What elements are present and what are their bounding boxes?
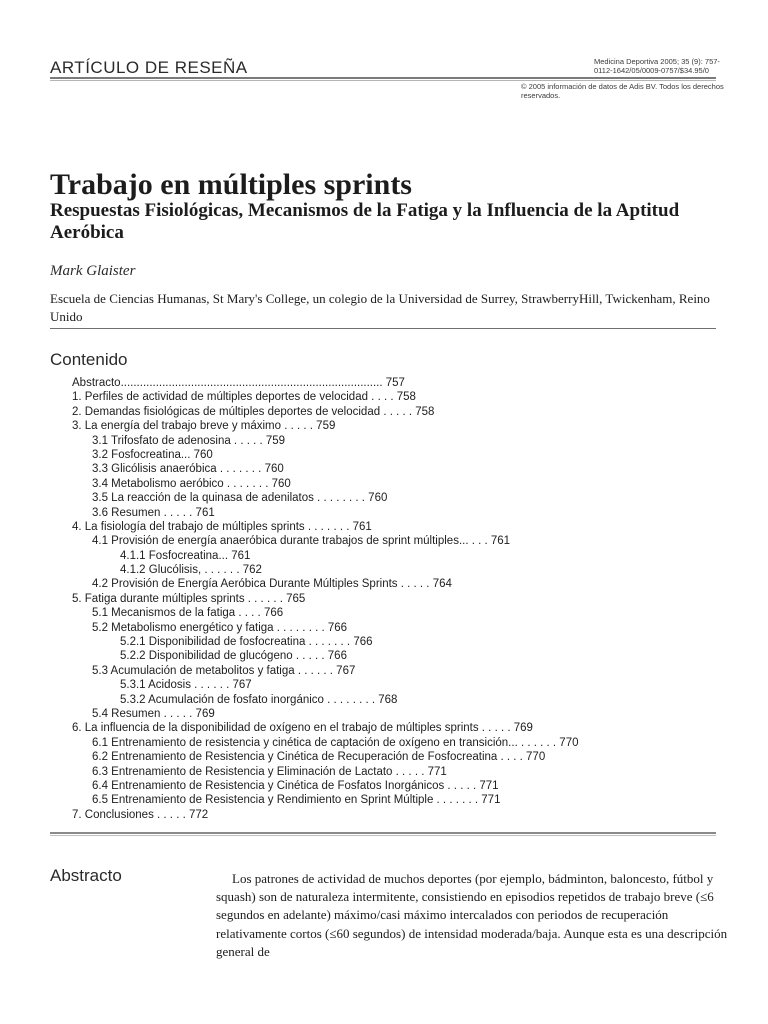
contents-divider-secondary — [50, 835, 716, 836]
toc-entry[interactable]: 5.3.2 Acumulación de fosfato inorgánico . . . . . . . . 768 — [120, 693, 398, 706]
toc-entry[interactable]: 4.1 Provisión de energía anaeróbica durante trabajos de sprint múltiples... . . . 761 — [92, 535, 511, 548]
abstract-body: Los patrones de actividad de muchos deportes (por ejemplo, bádminton, baloncesto, fútbol y squash) son de naturaleza intermitente, consistiendo en episodios repetidos de trabajo breve (≤6 segundos en adelante) máximo/casi máximo intercalados con periodos de recuperación relativamente cortos (≤60 segundos) de intensidad moderada/baja. Aunque esta es una descripción general de — [216, 871, 728, 959]
toc-entry[interactable]: 3.3 Glicólisis anaeróbica . . . . . . . 760 — [92, 463, 284, 476]
contents-divider — [50, 832, 716, 834]
toc-entry[interactable]: 7. Conclusiones . . . . . 772 — [72, 808, 209, 821]
toc-entry[interactable]: 1. Perfiles de actividad de múltiples deportes de velocidad . . . . 758 — [72, 391, 416, 404]
toc-entry[interactable]: 6. La influencia de la disponibilidad de oxígeno en el trabajo de múltiples sprints . . . . . 769 — [72, 722, 533, 735]
article-subtitle: Respuestas Fisiológicas, Mecanismos de la Fatiga y la Influencia de la Aptitud Aeróbica — [50, 200, 680, 243]
toc-entry[interactable]: 6.1 Entrenamiento de resistencia y cinética de captación de oxígeno en transición... . . . . . . 770 — [92, 736, 579, 749]
toc-entry[interactable]: 4.1.1 Fosfocreatina... 761 — [120, 549, 251, 562]
toc-entry[interactable]: 5.3.1 Acidosis . . . . . . 767 — [120, 679, 252, 692]
author-name: Mark Glaister — [50, 263, 136, 279]
copyright-notice: © 2005 información de datos de Adis BV. Todos los derechos reservados. — [521, 82, 724, 100]
journal-citation: Medicina Deportiva 2005; 35 (9): 757-0112-1642/05/0009-0757/$34.95/0 — [594, 57, 720, 75]
table-of-contents — [72, 376, 722, 822]
toc-entry[interactable]: 2. Demandas fisiológicas de múltiples deportes de velocidad . . . . . 758 — [72, 405, 435, 418]
toc-entry[interactable]: 4.1.2 Glucólisis, . . . . . . 762 — [120, 564, 262, 577]
toc-entry[interactable]: 5.4 Resumen . . . . . 769 — [92, 707, 215, 720]
toc-entry[interactable]: 3. La energía del trabajo breve y máximo . . . . . 759 — [72, 420, 336, 433]
toc-entry[interactable]: 6.3 Entrenamiento de Resistencia y Eliminación de Lactato . . . . . 771 — [92, 765, 447, 778]
abstract-heading: Abstracto — [50, 866, 122, 885]
toc-entry[interactable]: 5.3 Acumulación de metabolitos y fatiga . . . . . . 767 — [92, 664, 356, 677]
toc-entry[interactable]: 6.5 Entrenamiento de Resistencia y Rendimiento en Sprint Múltiple . . . . . . . 771 — [92, 794, 501, 807]
toc-entry[interactable]: 3.6 Resumen . . . . . 761 — [92, 506, 215, 519]
affiliation-divider — [50, 328, 716, 329]
toc-entry[interactable]: 5. Fatiga durante múltiples sprints . . . . . . 765 — [72, 592, 306, 605]
toc-entry[interactable]: 6.2 Entrenamiento de Resistencia y Cinética de Recuperación de Fosfocreatina . . . . 770 — [92, 751, 546, 764]
toc-entry[interactable]: 4. La fisiología del trabajo de múltiples sprints . . . . . . . 761 — [72, 520, 372, 533]
header-rule — [50, 77, 716, 79]
toc-entry[interactable]: 5.2.1 Disponibilidad de fosfocreatina . . . . . . . 766 — [120, 636, 373, 649]
toc-entry[interactable]: 5.1 Mecanismos de la fatiga . . . . 766 — [92, 607, 284, 620]
toc-entry[interactable]: 3.1 Trifosfato de adenosina . . . . . 759 — [92, 434, 286, 447]
toc-entry[interactable]: 5.2.2 Disponibilidad de glucógeno . . . . . 766 — [120, 650, 347, 663]
toc-entry[interactable]: 3.5 La reacción de la quinasa de adenilatos . . . . . . . . 760 — [92, 492, 388, 505]
toc-entry[interactable]: 3.2 Fosfocreatina... 760 — [92, 448, 213, 461]
toc-entry[interactable]: Abstracto.................................................................................. 757 — [72, 377, 405, 389]
header-rule-secondary — [50, 80, 716, 81]
contents-heading: Contenido — [50, 350, 128, 369]
toc-entry[interactable]: 3.4 Metabolismo aeróbico . . . . . . . 760 — [92, 477, 291, 490]
section-label: ARTÍCULO DE RESEÑA — [50, 58, 248, 77]
author-affiliation: Escuela de Ciencias Humanas, St Mary's College, un colegio de la Universidad de Surrey, StrawberryHill, Twickenham, Reino Unido — [50, 291, 710, 324]
toc-entry[interactable]: 6.4 Entrenamiento de Resistencia y Cinética de Fosfatos Inorgánicos . . . . . 771 — [92, 779, 499, 792]
toc-entry[interactable]: 5.2 Metabolismo energético y fatiga . . . . . . . . 766 — [92, 621, 348, 634]
article-title: Trabajo en múltiples sprints — [50, 168, 412, 201]
toc-entry[interactable]: 4.2 Provisión de Energía Aeróbica Durante Múltiples Sprints . . . . . 764 — [92, 578, 452, 591]
